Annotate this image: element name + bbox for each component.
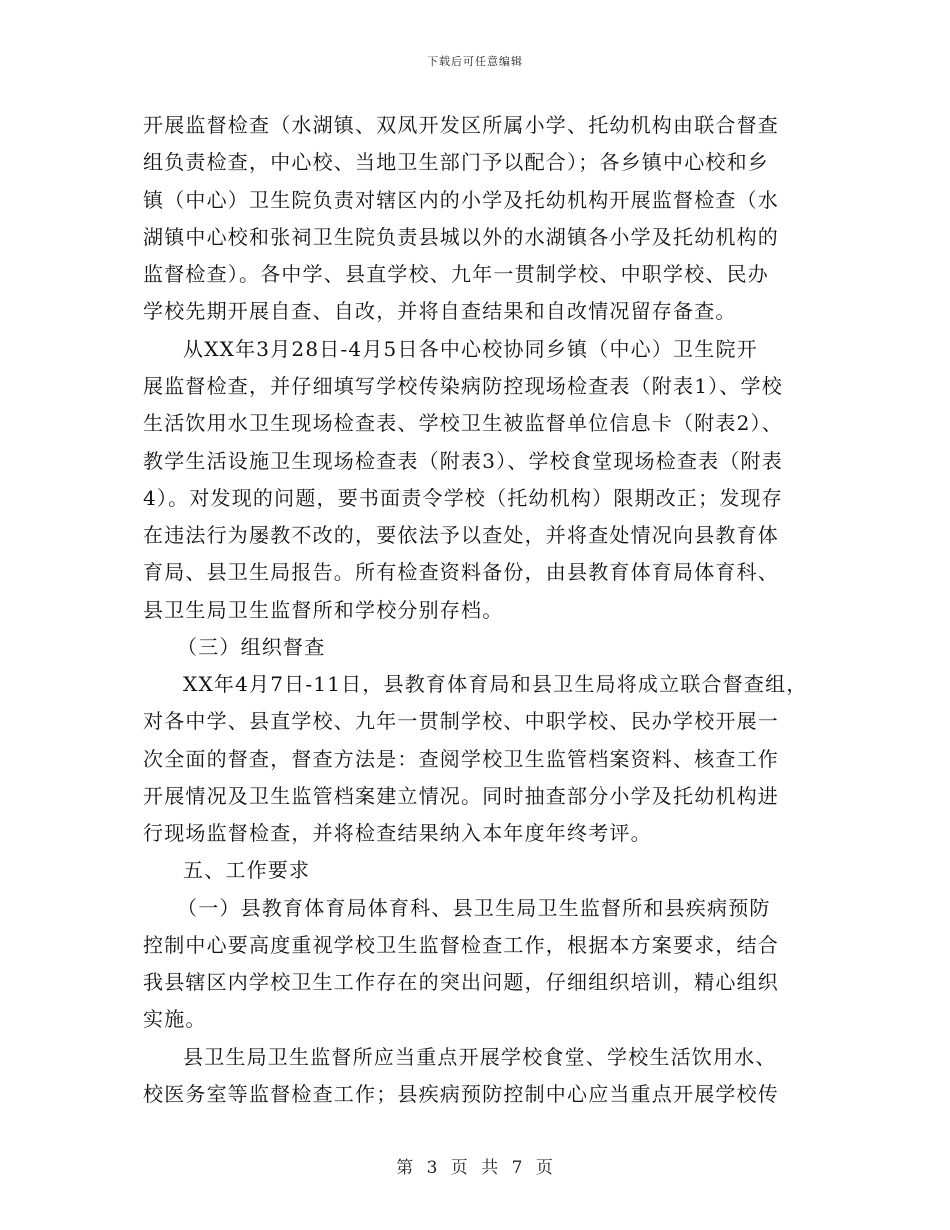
text-line: 展监督检查，并仔细填写学校传染病防控现场检查表（附表1）、学校 <box>143 374 783 398</box>
text-line: 湖镇中心校和张祠卫生院负责县城以外的水湖镇各小学及托幼机构的 <box>143 225 779 249</box>
text-line: 育局、县卫生局报告。所有检查资料备份，由县教育体育局体育科、 <box>143 560 779 584</box>
text-line: 监督检查）。各中学、县直学校、九年一贯制学校、中职学校、民办 <box>143 262 769 286</box>
text-line: 组负责检查，中心校、当地卫生部门予以配合）；各乡镇中心校和乡 <box>143 150 769 174</box>
text-line: 我县辖区内学校卫生工作存在的突出问题，仔细组织培训，精心组织 <box>143 970 779 994</box>
text-line: 县卫生局卫生监督所应当重点开展学校食堂、学校生活饮用水、 <box>183 1045 777 1069</box>
text-line: 镇（中心）卫生院负责对辖区内的小学及托幼机构开展监督检查（水 <box>143 188 779 212</box>
section-heading: 五、工作要求 <box>183 858 311 882</box>
text-line: 行现场监督检查，并将检查结果纳入本年度年终考评。 <box>143 821 652 845</box>
text-line: 开展监督检查（水湖镇、双凤开发区所属小学、托幼机构由联合督查 <box>143 113 779 137</box>
page-header: 下载后可任意编辑 <box>427 55 523 68</box>
text-line: 实施。 <box>143 1007 207 1031</box>
text-line: 在违法行为屡教不改的，要依法予以查处，并将查处情况向县教育体 <box>143 523 779 547</box>
text-line: 县卫生局卫生监督所和学校分别存档。 <box>143 598 504 622</box>
text-line: 4）。对发现的问题，要书面责令学校（托幼机构）限期改正；发现存 <box>143 486 783 510</box>
text-line: 学校先期开展自查、自改，并将自查结果和自改情况留存备查。 <box>143 299 737 323</box>
text-line: 控制中心要高度重视学校卫生监督检查工作，根据本方案要求，结合 <box>143 933 779 957</box>
text-line: 教学生活设施卫生现场检查表（附表3）、学校食堂现场检查表（附表 <box>143 449 783 473</box>
text-line: （一）县教育体育局体育科、县卫生局卫生监督所和县疾病预防 <box>177 896 771 920</box>
text-line: XX年4月7日-11日，县教育体育局和县卫生局将成立联合督查组， <box>183 672 808 696</box>
text-line: 从XX年3月28日-4月5日各中心校协同乡镇（中心）卫生院开 <box>183 337 758 361</box>
text-line: 次全面的督查，督查方法是：查阅学校卫生监管档案资料、核查工作 <box>143 747 779 771</box>
text-line: 对各中学、县直学校、九年一贯制学校、中职学校、民办学校开展一 <box>143 709 779 733</box>
page-footer: 第 3 页 共 7 页 <box>396 1158 554 1178</box>
section-heading: （三）组织督查 <box>177 635 326 659</box>
text-line: 开展情况及卫生监管档案建立情况。同时抽查部分小学及托幼机构进 <box>143 784 779 808</box>
text-line: 生活饮用水卫生现场检查表、学校卫生被监督单位信息卡（附表2）、 <box>143 411 783 435</box>
text-line: 校医务室等监督检查工作；县疾病预防控制中心应当重点开展学校传 <box>143 1082 779 1106</box>
